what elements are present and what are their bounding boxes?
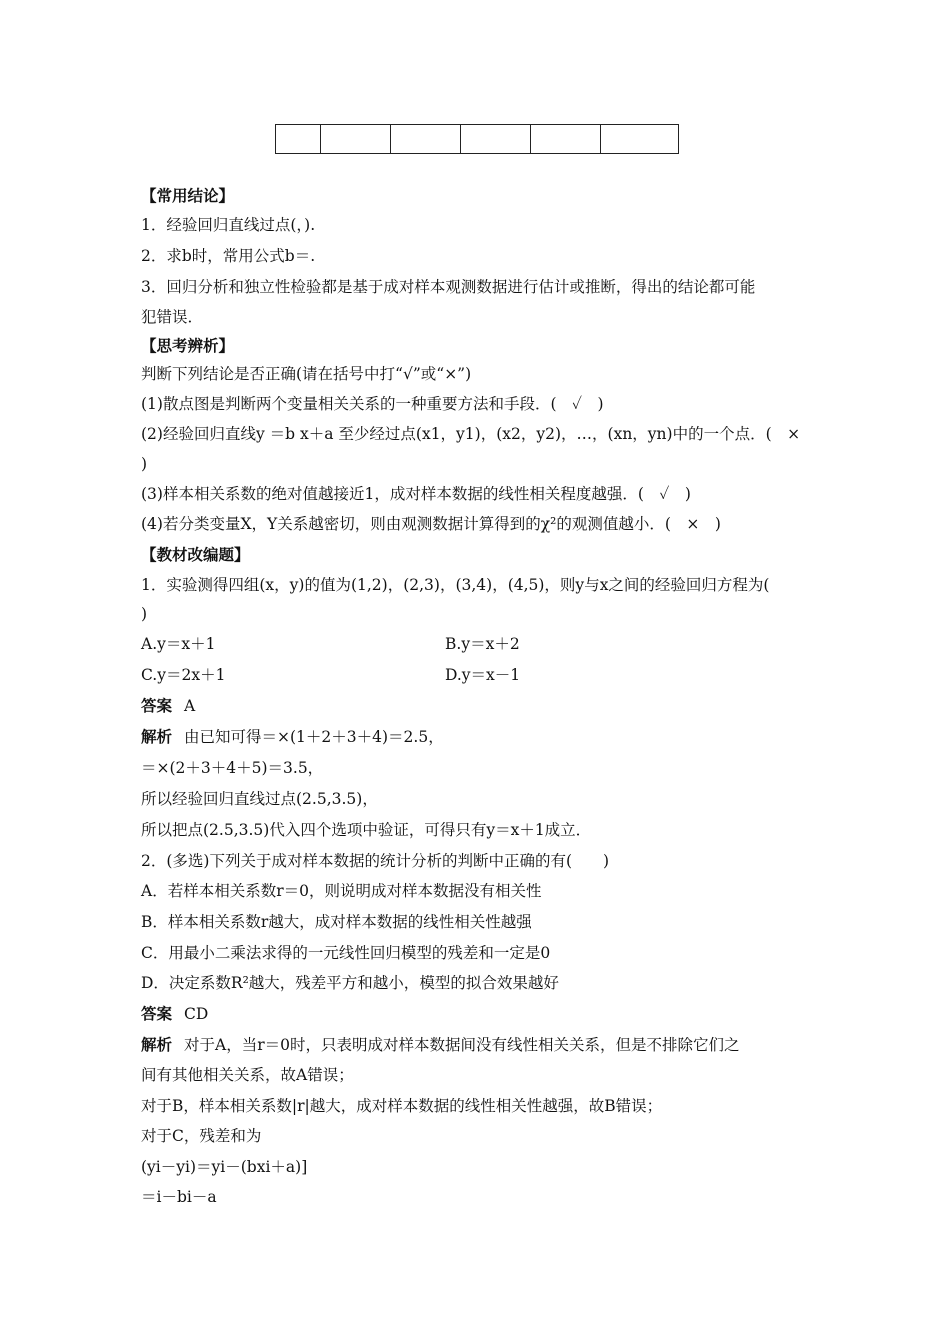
analysis-line: 对于B，样本相关系数|r|越大，成对样本数据的线性相关性越强，故B错误；	[141, 1097, 663, 1115]
conclusion-item: 3．回归分析和独立性检验都是基于成对样本观测数据进行估计或推断，得出的结论都可能	[141, 278, 756, 296]
analysis-line: 所以把点(2.5,3.5)代入四个选项中验证，可得只有y＝x＋1成立．	[141, 821, 592, 839]
table-cell	[531, 125, 601, 154]
answer-label: 答案	[141, 1005, 173, 1023]
q1-answer	[141, 696, 195, 716]
q2-option-c: C．用最小二乘法求得的一元线性回归模型的残差和一定是0	[141, 944, 551, 962]
think-item: (3)样本相关系数的绝对值越接近1，成对样本数据的线性相关程度越强．( ✓ )	[141, 485, 691, 503]
analysis-label: 解析	[141, 1036, 173, 1054]
conclusion-item: 2．求b时，常用公式b＝.	[141, 247, 316, 265]
think-item: (1)散点图是判断两个变量相关关系的一种重要方法和手段．( ✓ )	[141, 395, 604, 413]
answer-label: 答案	[141, 697, 173, 715]
analysis-line: 对于C，残差和为	[141, 1127, 262, 1145]
analysis-line: 间有其他相关关系，故A错误；	[141, 1066, 354, 1084]
analysis-line: 由已知可得＝×(1＋2＋3＋4)＝2.5，	[184, 728, 444, 746]
table-cell	[461, 125, 531, 154]
section-heading-think: 【思考辨析】	[141, 337, 235, 355]
analysis-line: (yi－yi)＝yi－(bxi＋a)]	[141, 1158, 308, 1176]
think-item: (4)若分类变量X，Y关系越密切，则由观测数据计算得到的χ²的观测值越小．( × )	[141, 515, 721, 533]
q2-answer	[141, 1004, 208, 1024]
answer-value: CD	[184, 1005, 209, 1023]
q2-analysis	[141, 1035, 739, 1055]
answer-value: A	[184, 697, 196, 715]
analysis-line: 对于A，当r＝0时，只表明成对样本数据间没有线性相关关系，但是不排除它们之	[184, 1036, 740, 1054]
q1-option-d: D.y＝x－1	[445, 666, 521, 684]
q2-option-a: A．若样本相关系数r＝0，则说明成对样本数据没有相关性	[141, 882, 542, 900]
section-heading-common: 【常用结论】	[141, 187, 235, 205]
q1-analysis	[141, 727, 444, 747]
table-cell	[276, 125, 321, 154]
blank-table	[275, 124, 679, 154]
analysis-line: ＝×(2＋3＋4＋5)＝3.5，	[141, 759, 324, 777]
analysis-line: ＝i－bi－a	[141, 1188, 217, 1206]
q1-option-a: A.y＝x＋1	[141, 635, 216, 653]
table-cell	[391, 125, 461, 154]
section-heading-textbook: 【教材改编题】	[141, 546, 250, 564]
q1-option-b: B.y＝x＋2	[445, 635, 520, 653]
conclusion-item: 犯错误．	[141, 308, 204, 326]
think-item: )	[141, 455, 148, 473]
q1-stem-cont: )	[141, 605, 148, 623]
table-cell	[321, 125, 391, 154]
table-row	[276, 125, 679, 154]
think-item: (2)经验回归直线y ＝b x＋a 至少经过点(x1，y1)，(x2，y2)，…，(xn，yn)中的一个点．( ×	[141, 425, 801, 443]
conclusion-item: 1．经验回归直线过点(，).	[141, 216, 316, 234]
q2-option-d: D．决定系数R²越大，残差平方和越小，模型的拟合效果越好	[141, 974, 559, 992]
analysis-line: 所以经验回归直线过点(2.5,3.5)，	[141, 790, 378, 808]
q2-option-b: B．样本相关系数r越大，成对样本数据的线性相关性越强	[141, 913, 532, 931]
think-intro: 判断下列结论是否正确(请在括号中打“√”或“×”)	[141, 365, 472, 383]
table-cell	[601, 125, 679, 154]
analysis-label: 解析	[141, 728, 173, 746]
q1-stem: 1．实验测得四组(x，y)的值为(1,2)，(2,3)，(3,4)，(4,5)，则y与x之间的经验回归方程为(	[141, 576, 770, 594]
q2-stem: 2．(多选)下列关于成对样本数据的统计分析的判断中正确的有( )	[141, 852, 610, 870]
q1-option-c: C.y＝2x＋1	[141, 666, 226, 684]
